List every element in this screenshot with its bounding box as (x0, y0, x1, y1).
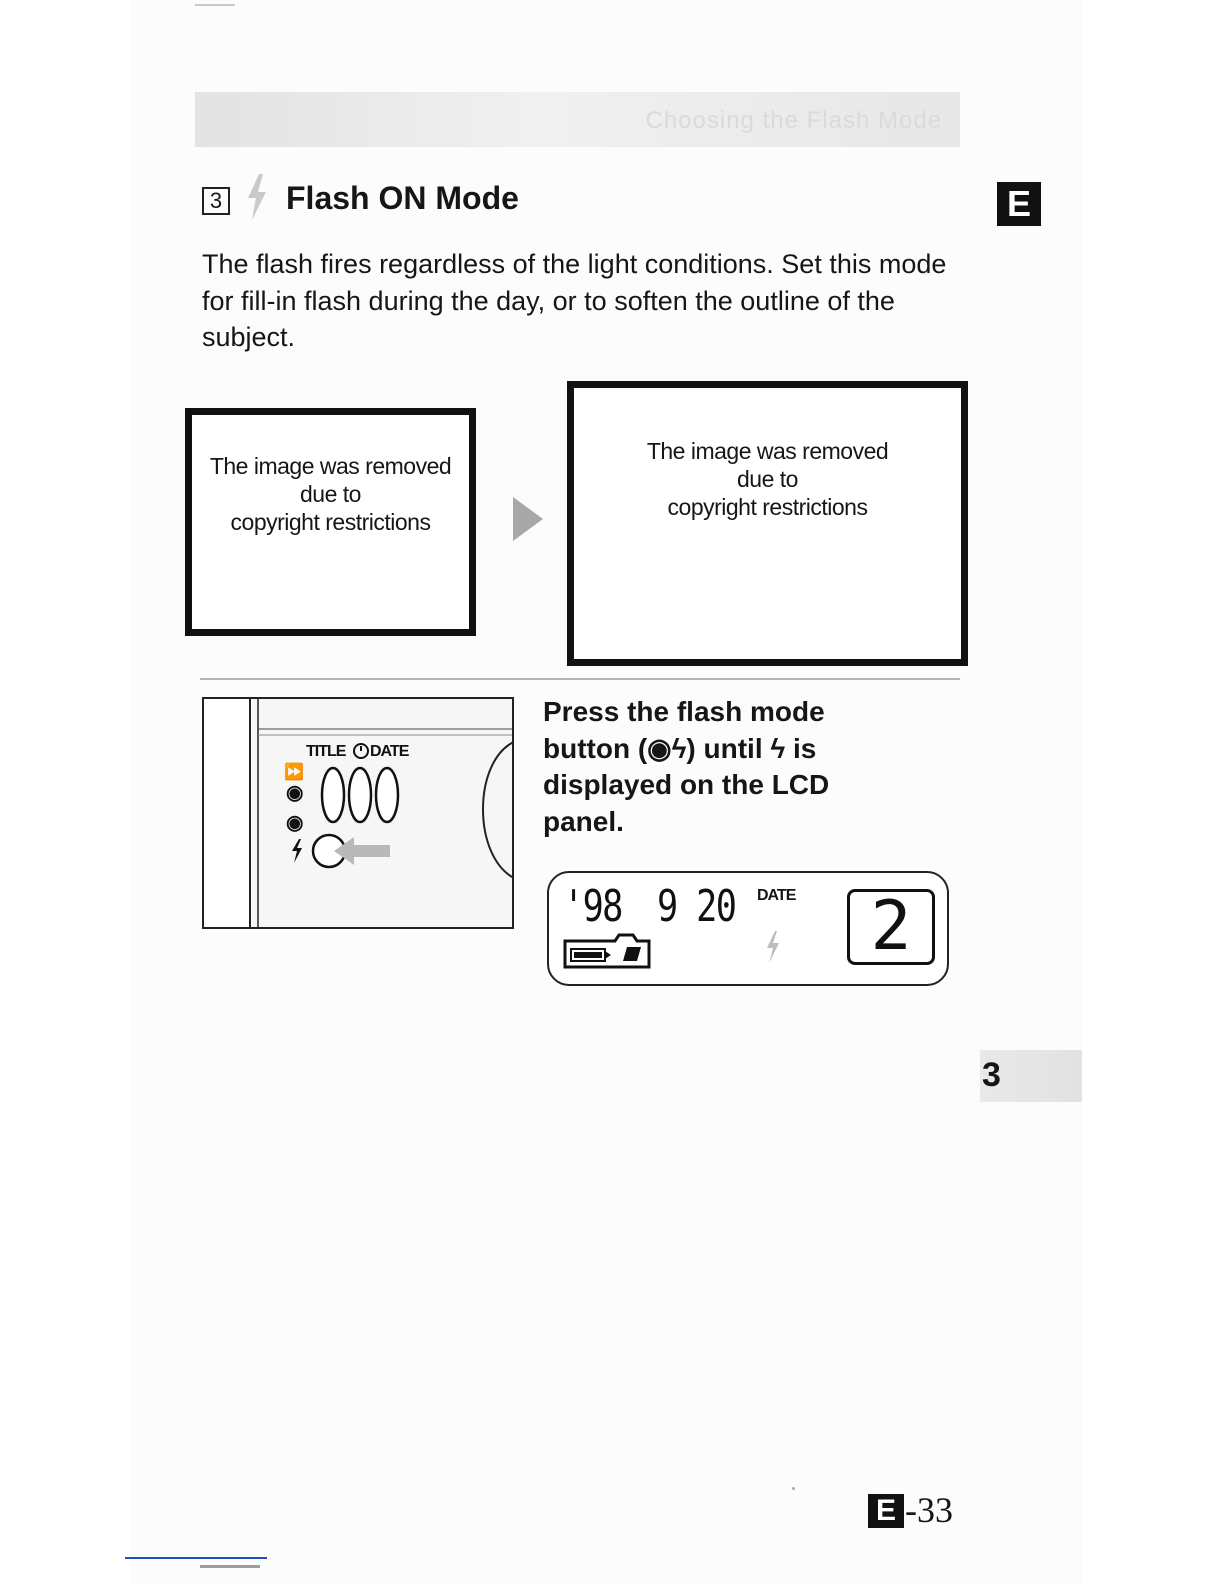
self-timer-icon (352, 742, 370, 760)
battery-icon (561, 933, 653, 969)
flash-icon (244, 174, 270, 220)
bottom-scan-mark (200, 1565, 260, 1568)
date-button-label: DATE (370, 743, 409, 760)
language-badge: E (997, 182, 1041, 226)
intro-paragraph: The flash fires regardless of the light conditions. Set this mode for fill-in flash during the day, or to soften the outline of the subject. (202, 249, 947, 352)
page-number-text: -33 (905, 1490, 953, 1530)
title-button-label: TITLE (306, 743, 346, 760)
top-scan-mark (195, 4, 235, 6)
copyright-notice-right: The image was removed due to copyright restrictions (646, 437, 889, 520)
photo-placeholder-left (185, 408, 476, 636)
arrow-right-icon (513, 497, 543, 541)
film-rewind-icon: ⏩ (284, 764, 304, 781)
camera-body-drawing (204, 699, 514, 929)
instruction-text: Press the flash mode button (◉ϟ) until ϟ is displayed on the LCD panel. (543, 696, 830, 837)
lcd-flash-icon (764, 931, 782, 963)
section-title: Flash ON Mode (286, 180, 519, 216)
red-eye-icon: ◉ (286, 812, 304, 834)
chapter-tab (980, 1050, 1082, 1102)
footer-dot (792, 1487, 795, 1490)
flash-mode-icon (290, 839, 304, 863)
photo-placeholder-right (567, 381, 968, 666)
bottom-rule (125, 1557, 267, 1559)
camera-illustration (202, 697, 514, 929)
lcd-date-label: DATE (757, 887, 796, 904)
chapter-number: 3 (982, 1056, 1001, 1094)
lcd-date-digits: 9 20 (657, 881, 736, 932)
section-number-box: 3 (202, 187, 230, 215)
section-divider (200, 678, 960, 680)
copyright-notice-left: The image was removed due to copyright restrictions (209, 453, 452, 535)
header-band (195, 92, 960, 147)
spot-metering-icon: ◉ (286, 782, 304, 804)
lcd-panel (547, 871, 949, 986)
page-number-badge: E (868, 1494, 904, 1528)
frame-counter: 2 (847, 889, 935, 965)
lcd-year: '98 (563, 881, 622, 932)
header-band-text: Choosing the Flash Mode (645, 107, 942, 134)
